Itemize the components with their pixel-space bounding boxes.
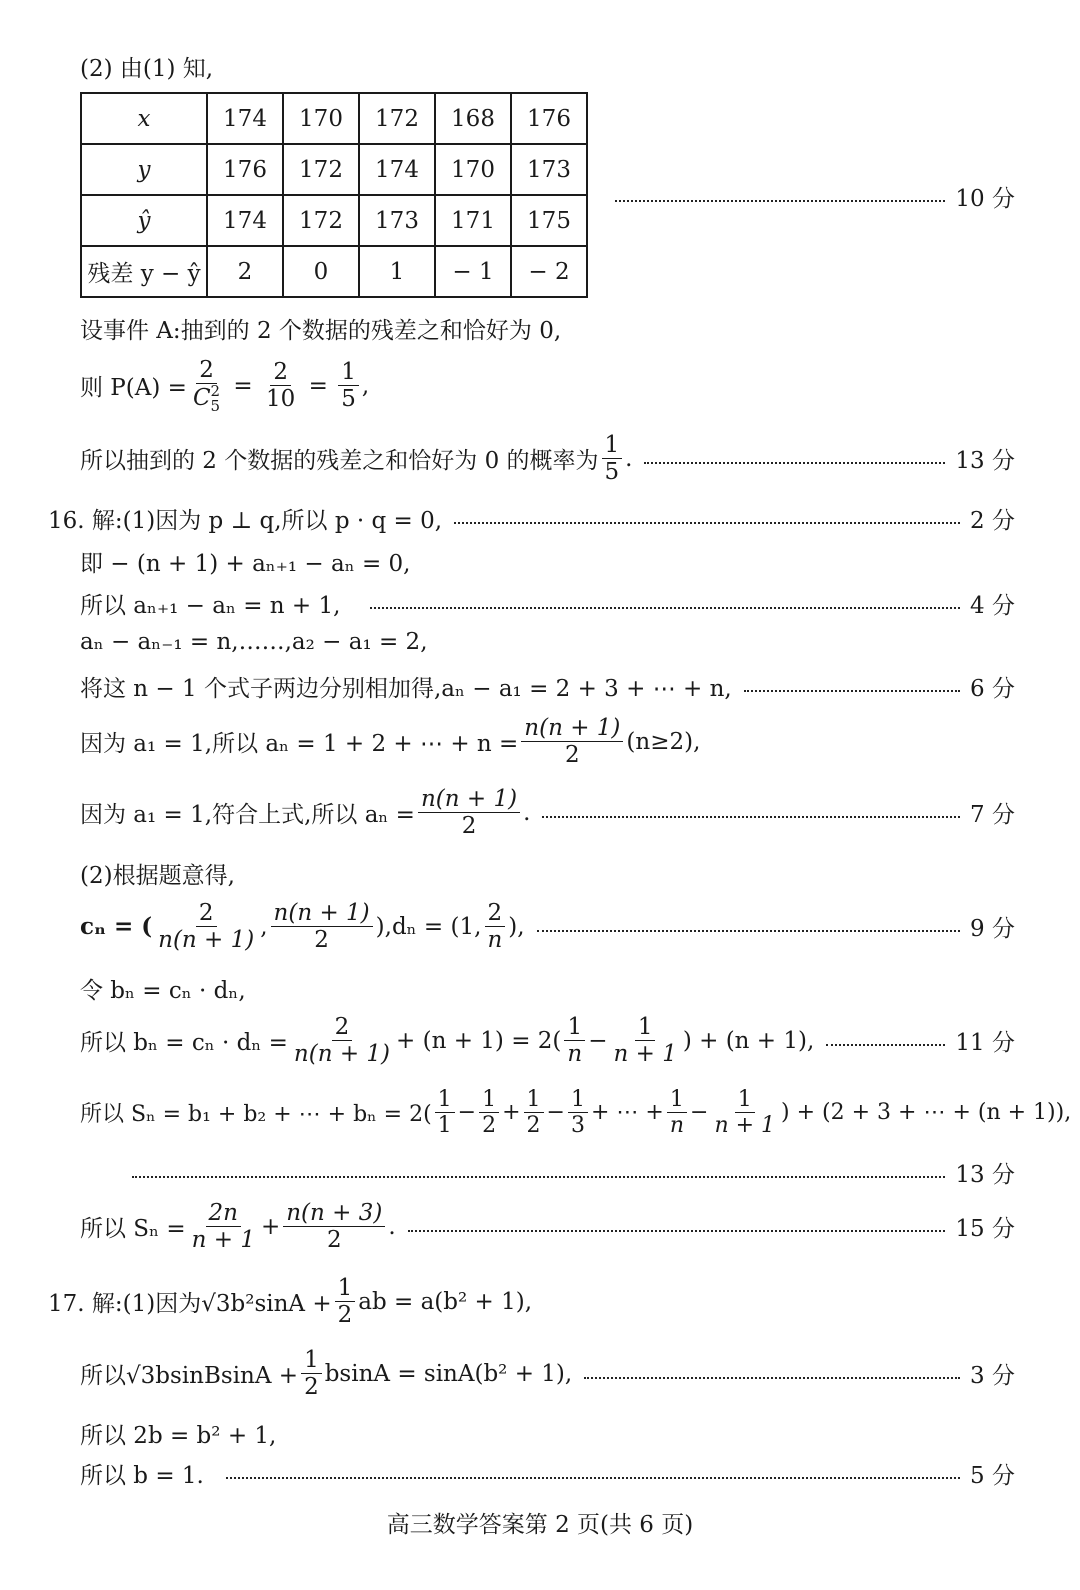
fraction: $\frac{2}{n}$: [484, 900, 505, 954]
q16-line-4: aₙ − aₙ₋₁ = n,……,a₂ − a₁ = 2,: [80, 629, 428, 655]
q16-line-5: 将这 n − 1 个式子两边分别相加得,aₙ − a₁ = 2 + 3 + ⋯ + n, 6 分: [80, 670, 1015, 703]
fraction: $\frac{1}{2}$: [301, 1347, 322, 1401]
q17-line-4: 所以 b = 1. 5 分: [80, 1457, 1015, 1490]
score-label: 5 分: [970, 1463, 1015, 1489]
table-cell: 2: [207, 246, 283, 297]
table-cell: 170: [435, 144, 511, 195]
q16-line-8: (2)根据题意得,: [80, 863, 235, 889]
fraction: $\frac{1}{5}$: [602, 432, 623, 486]
table-cell: 168: [435, 93, 511, 144]
score-label: 7 分: [970, 802, 1015, 829]
q16-line-7: 因为 a₁ = 1,符合上式,所以 aₙ = $\frac{n(n + 1)}{2}$ . 7 分: [80, 786, 1015, 840]
q17-line-3: 所以 2b = b² + 1,: [80, 1423, 277, 1449]
table-cell: 172: [359, 93, 435, 144]
dot-leader: [542, 816, 960, 818]
score-label: 2 分: [970, 508, 1015, 534]
table-row: [81, 144, 587, 195]
table-header-y: y: [81, 144, 207, 195]
fraction: $\frac{1}{2}$: [335, 1275, 356, 1329]
table-cell: 176: [207, 144, 283, 195]
event-definition: 设事件 A:抽到的 2 个数据的残差之和恰好为 0,: [80, 318, 562, 344]
fraction: $\frac{2}{10}$: [266, 358, 296, 413]
fraction: $\frac{1}{3}$: [568, 1087, 588, 1139]
dot-leader: [537, 930, 960, 932]
table-row: [81, 195, 587, 246]
dot-leader: [744, 690, 960, 692]
residual-table: [80, 92, 588, 298]
table-cell: 172: [283, 144, 359, 195]
score-label: 9 分: [970, 916, 1015, 943]
dot-leader: [584, 1377, 960, 1379]
dot-leader: [644, 462, 945, 464]
q16-line-6: 因为 a₁ = 1,所以 aₙ = 1 + 2 + ⋯ + n = $\frac{n(n + 1)}{2}$ (n≥2),: [80, 715, 701, 769]
q17-line-1: 17. 解:(1)因为√3b²sinA + $\frac{1}{2}$ ab = a(b² + 1),: [48, 1275, 533, 1329]
score-label: 3 分: [970, 1363, 1015, 1390]
probability-conclusion: 所以抽到的 2 个数据的残差之和恰好为 0 的概率为 $\frac{1}{5}$ . 13 分: [80, 432, 1015, 486]
score-label: 15 分: [955, 1216, 1015, 1243]
table-cell: 0: [283, 246, 359, 297]
score-label: 10 分: [955, 186, 1015, 212]
table-cell: − 2: [511, 246, 587, 297]
fraction: $\frac{1}{5}$: [338, 359, 359, 413]
fraction: $\frac{1}{n}$: [564, 1014, 585, 1068]
page-footer: 高三数学答案第 2 页(共 6 页): [386, 1512, 694, 1538]
q16-line-1: 16. 解:(1)因为 p ⊥ q,所以 p · q = 0, 2 分: [48, 502, 1015, 535]
fraction: $\frac{2}{n(n + 1)}$: [158, 900, 255, 954]
score-label: 4 分: [970, 593, 1015, 619]
table-cell: 176: [511, 93, 587, 144]
table-cell: 175: [511, 195, 587, 246]
q16-line-13: [132, 1156, 1015, 1189]
table-header-x: x: [81, 93, 207, 144]
fraction: $\frac{1}{n + 1}$: [714, 1087, 776, 1139]
dot-leader: [408, 1230, 946, 1232]
table-cell: 172: [283, 195, 359, 246]
q16-line-10: 令 bₙ = cₙ · dₙ,: [80, 978, 246, 1004]
q17-line-2: 所以√3bsinBsinA + $\frac{1}{2}$ bsinA = sinA(b² + 1), 3 分: [80, 1347, 1015, 1401]
score-label: 11 分: [955, 1030, 1015, 1057]
dot-leader: [370, 607, 960, 609]
dot-leader: [615, 200, 945, 202]
dot-leader: [454, 522, 960, 524]
score-label: 6 分: [970, 676, 1015, 702]
fraction: $\frac{1}{n}$: [667, 1087, 687, 1139]
q16-line-11: 所以 bₙ = cₙ · dₙ = $\frac{2}{n(n + 1)}$ + (n + 1) = 2( $\frac{1}{n}$ − $\frac{1}{n + 1}$ ) + (n + 1), 11 分: [80, 1014, 1015, 1068]
probability-calc: 则 P(A) = 2 C 2 5 = $\frac{2}{10}$ = $\frac{1}{5}$ ,: [80, 357, 370, 416]
part2-intro: (2) 由(1) 知,: [80, 56, 214, 82]
fraction: $\frac{n(n + 3)}{2}$: [283, 1200, 385, 1254]
table-cell: 174: [207, 93, 283, 144]
fraction: $\frac{n(n + 1)}{2}$: [418, 786, 520, 840]
fraction: $\frac{n(n + 1)}{2}$: [521, 715, 623, 769]
q16-line-14: 所以 Sₙ = $\frac{2n}{n + 1}$ + $\frac{n(n + 3)}{2}$ . 15 分: [80, 1200, 1015, 1254]
table-row: [81, 246, 587, 297]
table-cell: 173: [511, 144, 587, 195]
dot-leader: [132, 1176, 945, 1178]
dot-leader: [826, 1044, 945, 1046]
fraction: $\frac{1}{1}$: [435, 1087, 455, 1139]
dot-leader: [226, 1477, 960, 1479]
fraction: $\frac{n(n + 1)}{2}$: [271, 900, 373, 954]
table-cell: 1: [359, 246, 435, 297]
q16-line-12: 所以 Sₙ = b₁ + b₂ + ⋯ + bₙ = 2( $\frac{1}{1}$ − $\frac{1}{2}$ + $\frac{1}{2}$ − $\frac{1}{3}$ + ⋯ + $\frac{1}{n}$ − $\frac{1}{n + 1}$ ) + (2 + 3 + ⋯ + (n + 1)),: [80, 1087, 1072, 1139]
table-cell: 173: [359, 195, 435, 246]
table-cell: 170: [283, 93, 359, 144]
table-cell: 174: [359, 144, 435, 195]
table-score-line: [615, 180, 1015, 213]
score-label: 13 分: [955, 448, 1015, 475]
fraction: $\frac{1}{2}$: [524, 1087, 544, 1139]
table-header-y-hat: ŷ: [81, 195, 207, 246]
fraction: $\frac{1}{2}$: [479, 1087, 499, 1139]
table-cell: 171: [435, 195, 511, 246]
q16-line-9: cₙ = ( $\frac{2}{n(n + 1)}$ , $\frac{n(n + 1)}{2}$ ),dₙ = (1, $\frac{2}{n}$ ), 9 分: [80, 900, 1015, 954]
fraction: $\frac{1}{n + 1}$: [613, 1014, 677, 1068]
table-cell: − 1: [435, 246, 511, 297]
fraction: $\frac{2n}{n + 1}$: [191, 1200, 255, 1254]
q16-line-3: 所以 aₙ₊₁ − aₙ = n + 1, 4 分: [80, 587, 1015, 620]
fraction: 2 C 2 5: [192, 357, 221, 416]
q16-line-2: 即 − (n + 1) + aₙ₊₁ − aₙ = 0,: [80, 551, 411, 577]
fraction: $\frac{2}{n(n + 1)}$: [293, 1014, 391, 1068]
table-header-residual: 残差 y − ŷ: [81, 246, 207, 297]
score-label: 13 分: [955, 1162, 1015, 1188]
table-cell: 174: [207, 195, 283, 246]
table-row: [81, 93, 587, 144]
